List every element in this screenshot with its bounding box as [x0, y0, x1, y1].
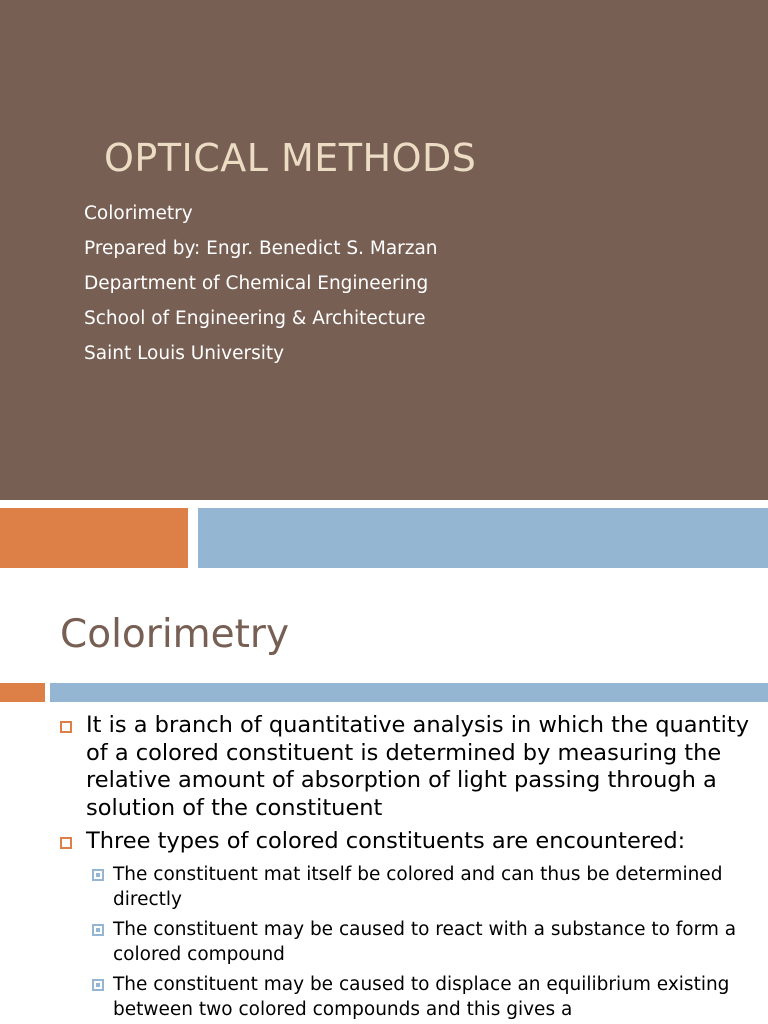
list-item-text: It is a branch of quantitative analysis in which the quantity of a colored constituent is determined by measuring the relative amount of absorption of light passing through a solution of the constituent	[86, 712, 750, 821]
title-slide	[0, 0, 768, 500]
slide-subtitle	[84, 196, 438, 371]
slide-title: OPTICAL METHODS	[104, 136, 477, 180]
subtitle-line-university: Saint Louis University	[84, 343, 285, 364]
sub-list-item	[113, 862, 753, 912]
subtitle-line-topic: Colorimetry	[84, 203, 193, 224]
square-bullet-icon	[92, 869, 104, 881]
square-bullet-icon	[92, 979, 104, 991]
square-bullet-icon	[60, 837, 72, 849]
accent-band-orange	[0, 508, 188, 568]
list-item	[86, 828, 756, 856]
accent-bar-blue	[50, 683, 768, 702]
list-item-text: The constituent mat itself be colored and can thus be determined directly	[113, 863, 723, 910]
slide-title: Colorimetry	[60, 612, 290, 657]
accent-band-blue	[198, 508, 768, 568]
sub-list-item	[113, 972, 753, 1022]
accent-bar-orange	[0, 683, 45, 702]
subtitle-line-department: Department of Chemical Engineering	[84, 273, 429, 294]
list-item-text: Three types of colored constituents are encountered:	[86, 828, 686, 854]
list-item-text: The constituent may be caused to displace an equilibrium existing between two colored compounds and this gives a	[113, 973, 730, 1020]
list-item-text: The constituent may be caused to react with a substance to form a colored compound	[113, 918, 737, 965]
subtitle-line-author: Prepared by: Engr. Benedict S. Marzan	[84, 238, 438, 259]
list-item	[86, 712, 756, 822]
subtitle-line-school: School of Engineering & Architecture	[84, 308, 426, 329]
bullet-list	[0, 712, 768, 1024]
square-bullet-icon	[60, 721, 72, 733]
sub-list-item	[113, 917, 753, 967]
square-bullet-icon	[92, 924, 104, 936]
